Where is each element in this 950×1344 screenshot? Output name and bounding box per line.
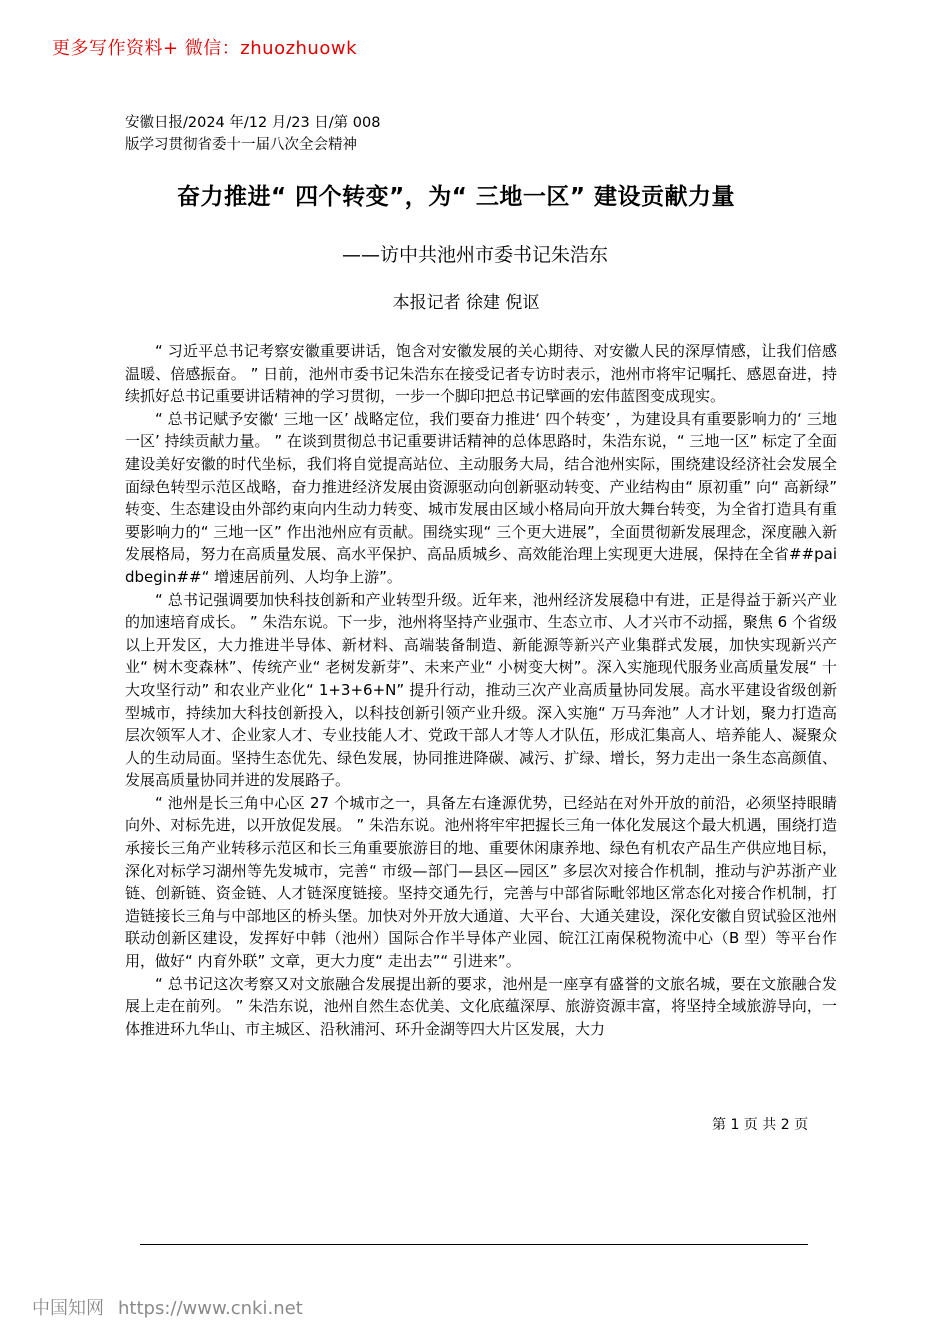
- paragraph-5: “ 总书记这次考察又对文旅融合发展提出新的要求，池州是一座享有盛誉的文旅名城，要在文旅融合发展上走在前列。 ” 朱浩东说，池州自然生态优美、文化底蕴深厚、旅游资源丰富，将坚持全域旅游导向，一体推进环九华山、市主城区、沿秋浦河、环升金湖等四大片区发展，大力: [125, 974, 837, 1038]
- footer-url[interactable]: https://www.cnki.net: [118, 1298, 303, 1319]
- source-line-1: 安徽日报/2024 年/12 月/23 日/第 008: [125, 115, 381, 131]
- page-number: 第 1 页 共 2 页: [712, 1117, 809, 1133]
- article-byline: 本报记者 徐建 倪讴: [392, 293, 540, 313]
- article-title: 奋力推进“ 四个转变”，为“ 三地一区” 建设贡献力量: [177, 184, 735, 210]
- promo-banner: 更多写作资料+ 微信：zhuozhuowk: [52, 38, 358, 59]
- article-body: [125, 340, 837, 1040]
- source-info: [125, 112, 445, 156]
- source-line-2: 版学习贯彻省委十一届八次全会精神: [125, 137, 357, 153]
- paragraph-3: “ 总书记强调要加快科技创新和产业转型升级。近年来，池州经济发展稳中有进，正是得益于新兴产业的加速培育成长。 ” 朱浩东说。下一步，池州将坚持产业强市、生态立市、人才兴市不动摇，聚焦 6 个省级以上开发区，大力推进半导体、新材料、高端装备制造、新能源等新兴产业集群式发展，加快实现新兴产业“ 树木变森林”、传统产业“ 老树发新芽”、未来产业“ 小树变大树”。深入实施现代服务业高质量发展“ 十大攻坚行动” 和农业产业化“ 1+3+6+N” 提升行动，推动三次产业高质量协同发展。高水平建设省级创新型城市，持续加大科技创新投入，以科技创新引领产业升级。深入实施“ 万马奔池” 人才计划，聚力打造高层次领军人才、企业家人才、专业技能人才、党政干部人才等人才队伍，形成汇集高人、培养能人、凝聚众人的生动局面。坚持生态优先、绿色发展，协同推进降碳、减污、扩绿、增长，努力走出一条生态高颜值、发展高质量协同并进的发展路子。: [125, 590, 837, 790]
- footer-watermark: [32, 1294, 303, 1320]
- paragraph-1: “ 习近平总书记考察安徽重要讲话，饱含对安徽发展的关心期待、对安徽人民的深厚情感，让我们倍感温暖、倍感振奋。 ” 日前，池州市委书记朱浩东在接受记者专访时表示，池州市将牢记嘱托、感恩奋进，持续抓好总书记重要讲话精神的学习贯彻，一步一个脚印把总书记擘画的宏伟蓝图变成现实。: [125, 342, 837, 406]
- paragraph-2: “ 总书记赋予安徽‘ 三地一区’ 战略定位，我们要奋力推进‘ 四个转变’ ，为建设具有重要影响力的‘ 三地一区’ 持续贡献力量。 ” 在谈到贯彻总书记重要讲话精神的总体思路时，朱浩东说，“ 三地一区” 标定了全面建设美好安徽的时代坐标，我们将自觉提高站位、主动服务大局，结合池州实际，围绕建设经济社会发展全面绿色转型示范区战略，奋力推进经济发展由资源驱动向创新驱动转变、产业结构由“ 原初重” 向“ 高新绿” 转变、生态建设由外部约束向内生动力转变、城市发展由区域小格局向开放大舞台转变，为全省打造具有重要影响力的“ 三地一区” 作出池州应有贡献。围绕实现“ 三个更大进展”，全面贯彻新发展理念，深度融入新发展格局，努力在高质量发展、高水平保护、高品质城乡、高效能治理上实现更大进展，保持在全省##paidbegin##“ 增速居前列、人均争上游”。: [125, 409, 837, 586]
- article-subtitle: ——访中共池州市委书记朱浩东: [341, 244, 608, 266]
- paragraph-4: “ 池州是长三角中心区 27 个城市之一，具备左右逢源优势，已经站在对外开放的前沿，必须坚持眼睛向外、对标先进，以开放促发展。 ” 朱浩东说。池州将牢牢把握长三角一体化发展这个最大机遇，围绕打造承接长三角产业转移示范区和长三角重要旅游目的地、重要休闲康养地、绿色有机农产品生产供应地目标，深化对标学习湖州等先发城市，完善“ 市级—部门—县区—园区” 多层次对接合作机制，推动与沪苏浙产业链、创新链、资金链、人才链深度链接。坚持交通先行，完善与中部省际毗邻地区常态化对接合作机制，打造链接长三角与中部地区的桥头堡。加快对外开放大通道、大平台、大通关建设，深化安徽自贸试验区池州联动创新区建设，发挥好中韩（池州）国际合作半导体产业园、皖江江南保税物流中心（B 型）等平台作用，做好“ 内育外联” 文章，更大力度“ 走出去”“ 引进来”。: [125, 793, 837, 971]
- footer-divider: [140, 1244, 808, 1245]
- footer-site-name: 中国知网: [32, 1298, 104, 1319]
